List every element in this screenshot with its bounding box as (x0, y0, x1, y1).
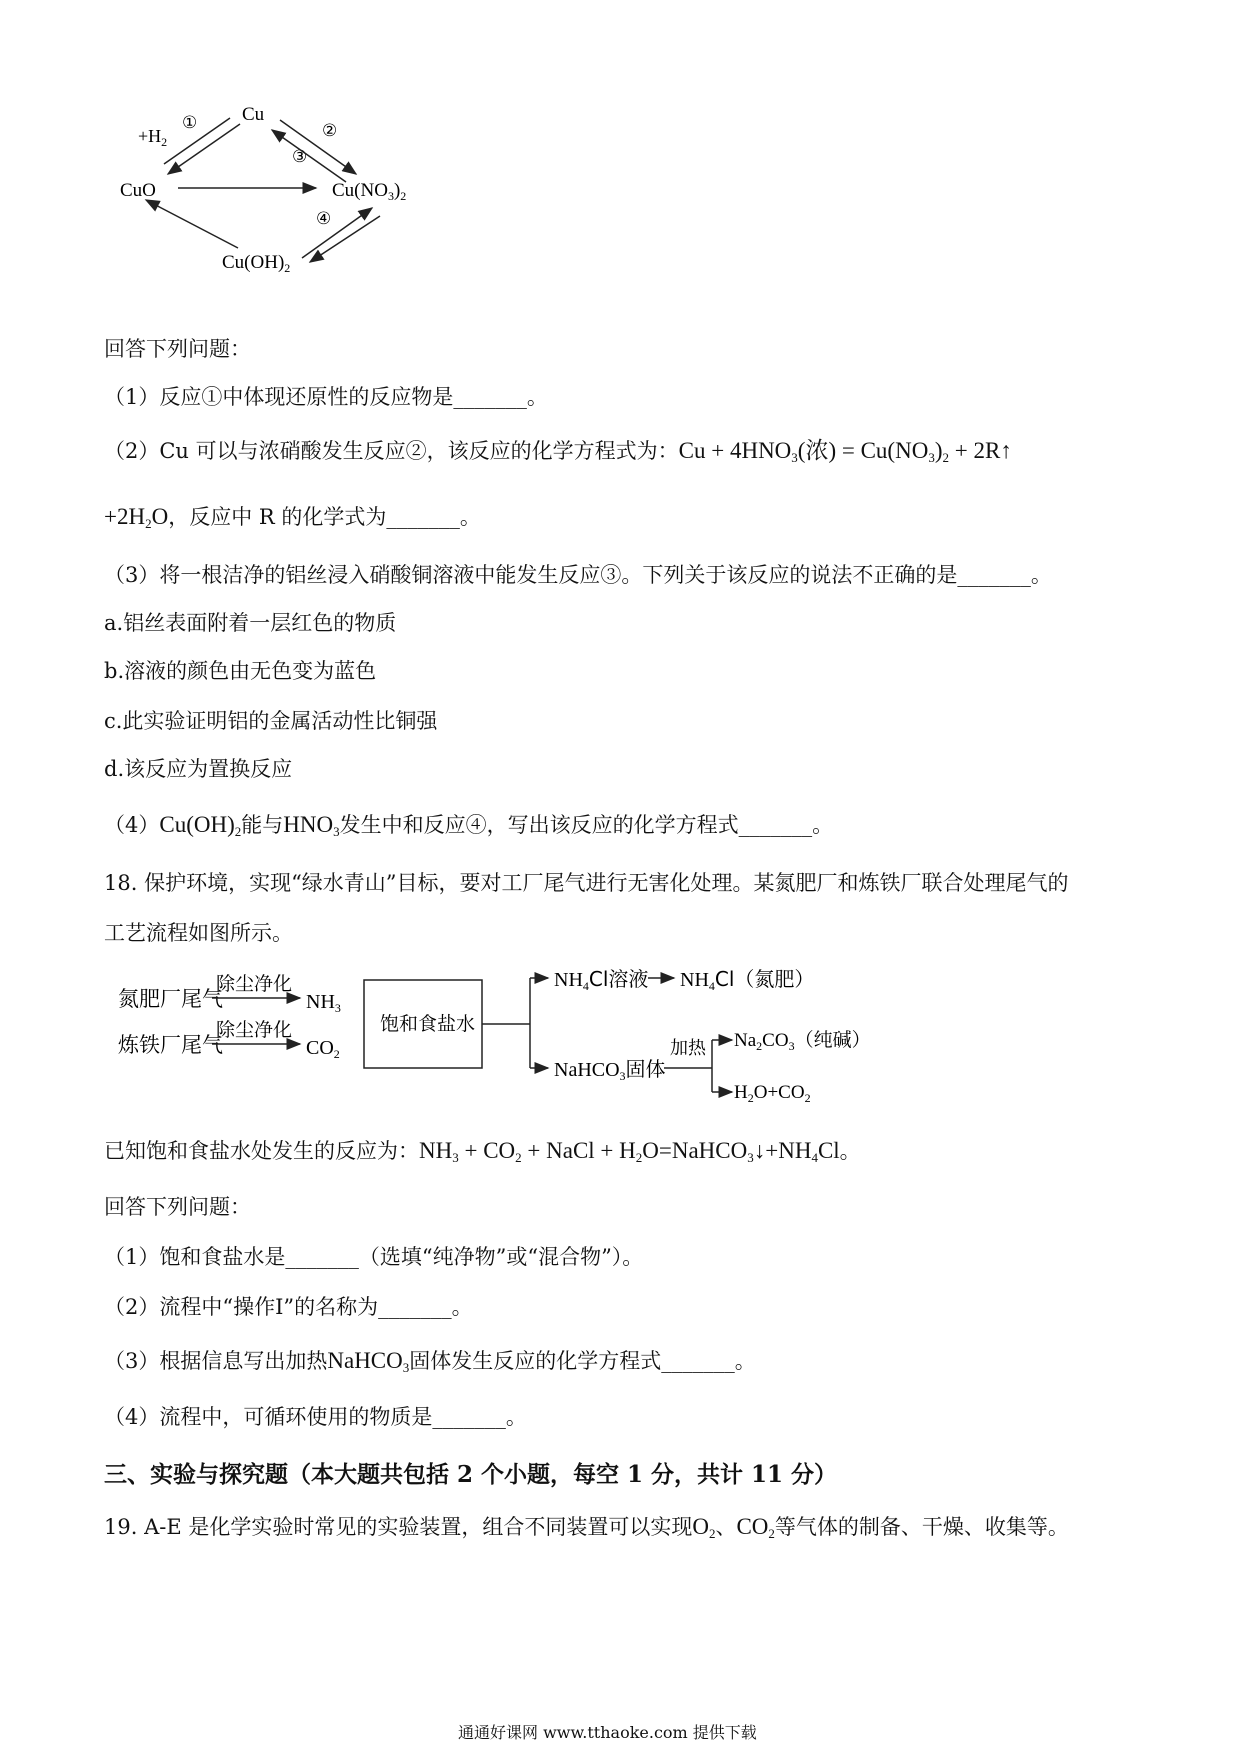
label-co2: $CO_2$ (306, 1037, 340, 1061)
q17-option-b: b.溶液的颜色由无色变为蓝色 (104, 659, 377, 683)
node-cuoh2: $Cu(OH)_2$ (222, 252, 291, 275)
q18-part4: （4）流程中，可循环使用的物质是_______。 (104, 1405, 527, 1429)
reaction-4-label: ④ (316, 209, 332, 228)
q18-stem-line2: 工艺流程如图所示。 (104, 921, 293, 945)
node-cuno32: $Cu(NO_3)_2$ (332, 180, 407, 203)
q18-part2: （2）流程中“操作Ⅰ”的名称为_______。 (104, 1295, 473, 1319)
label-nh4cl-fertilizer: $NH_4Cl$（氮肥） (680, 967, 815, 993)
q17-intro: 回答下列问题： (104, 337, 251, 361)
label-nahco3-solid: NaHCO$_3$固体 (554, 1057, 666, 1083)
q17-part2-text: （2）Cu 可以与浓硝酸发生反应②，该反应的化学方程式为： (104, 439, 679, 463)
q17-part2b-equation: $+2H_2O$ (104, 504, 169, 531)
q17-option-c: c.此实验证明铝的金属活动性比铜强 (104, 709, 438, 733)
label-na2co3: $Na_2CO_3$（纯碱） (734, 1029, 871, 1053)
h2-label: $+H_2$ (138, 126, 168, 149)
step-dust-removal-1: 除尘净化 (216, 973, 293, 995)
q19-stem: 19. A-E 是化学实验时常见的实验装置，组合不同装置可以实现$O_2$、$CO_2$等气体的制备、干燥、收集等。 (104, 1514, 1069, 1541)
q18-intro: 回答下列问题： (104, 1195, 251, 1219)
process-flow-diagram (104, 960, 1004, 1120)
q17-part4: $(4)Cu(OH)_2$能与$HNO_3$发生中和反应④，写出该反应的化学方程式_______。 (104, 812, 834, 839)
label-nh4cl-solution: $NH_4Cl$溶液 (554, 967, 649, 993)
q17-part2 (104, 436, 1012, 466)
label-heat: 加热 (670, 1038, 706, 1059)
reaction-1-label: ① (182, 113, 198, 132)
label-h2o-co2: $H_2O+CO_2$ (734, 1082, 811, 1105)
source-fertilizer-plant: 氮肥厂尾气 (118, 987, 223, 1011)
q18-stem-line1: 18. 保护环境，实现“绿水青山”目标，要对工厂尾气进行无害化处理。某氮肥厂和炼铁厂联合处理尾气的 (104, 871, 1069, 895)
q17-part2b-text: ，反应中 R 的化学式为_______。 (168, 505, 481, 529)
q18-part1: （1）饱和食盐水是_______（选填“纯净物”或“混合物”）。 (104, 1245, 644, 1269)
node-cuo: CuO (120, 180, 156, 201)
arrow-cuoh2-to-cuno32 (302, 208, 372, 258)
q18-known-reaction: 已知饱和食盐水处发生的反应为：$NH_3 + CO_2$ + NaCl + $H_2O=NaHCO_3↓+NH_4Cl$。 (104, 1138, 861, 1165)
q17-part2-cont (104, 502, 481, 532)
q18-known-equation: $NH_3 + CO_2$ + NaCl + $H_2O=NaHCO_3↓+NH_4Cl$ (419, 1138, 840, 1165)
q17-part3: （3）将一根洁净的铝丝浸入硝酸铜溶液中能发生反应③。下列关于该反应的说法不正确的是_______。 (104, 563, 1052, 587)
q17-option-a: a.铝丝表面附着一层红色的物质 (104, 611, 397, 635)
q18-part3: （3）根据信息写出加热NaHCO$_3$固体发生反应的化学方程式_______。 (104, 1348, 756, 1375)
q17-part2-equation: $Cu + 4HNO_3$(浓) = $Cu(NO_3)_2$ + 2R↑ (678, 438, 1012, 465)
label-nh3: $NH_3$ (306, 991, 341, 1015)
reaction-3-label: ③ (292, 147, 308, 166)
page-footer: 通通好课网 www.tthaoke.com 提供下载 (458, 1723, 757, 1742)
section-3-title: 三、实验与探究题（本大题共包括 2 个小题，每空 1 分，共计 11 分） (104, 1461, 838, 1488)
saturated-brine-label: 饱和食盐水 (380, 1013, 476, 1035)
q17-part1: （1）反应①中体现还原性的反应物是_______。 (104, 385, 548, 409)
q17-option-d: d.该反应为置换反应 (104, 757, 293, 781)
reaction-2-label: ② (322, 121, 338, 140)
step-dust-removal-2: 除尘净化 (216, 1019, 293, 1041)
copper-cycle-diagram (120, 100, 440, 300)
node-cu: Cu (242, 104, 265, 125)
arrow-cuoh2-to-cuo (146, 200, 238, 248)
source-iron-plant: 炼铁厂尾气 (118, 1033, 223, 1057)
arrow-cu-to-cuo (168, 124, 240, 174)
